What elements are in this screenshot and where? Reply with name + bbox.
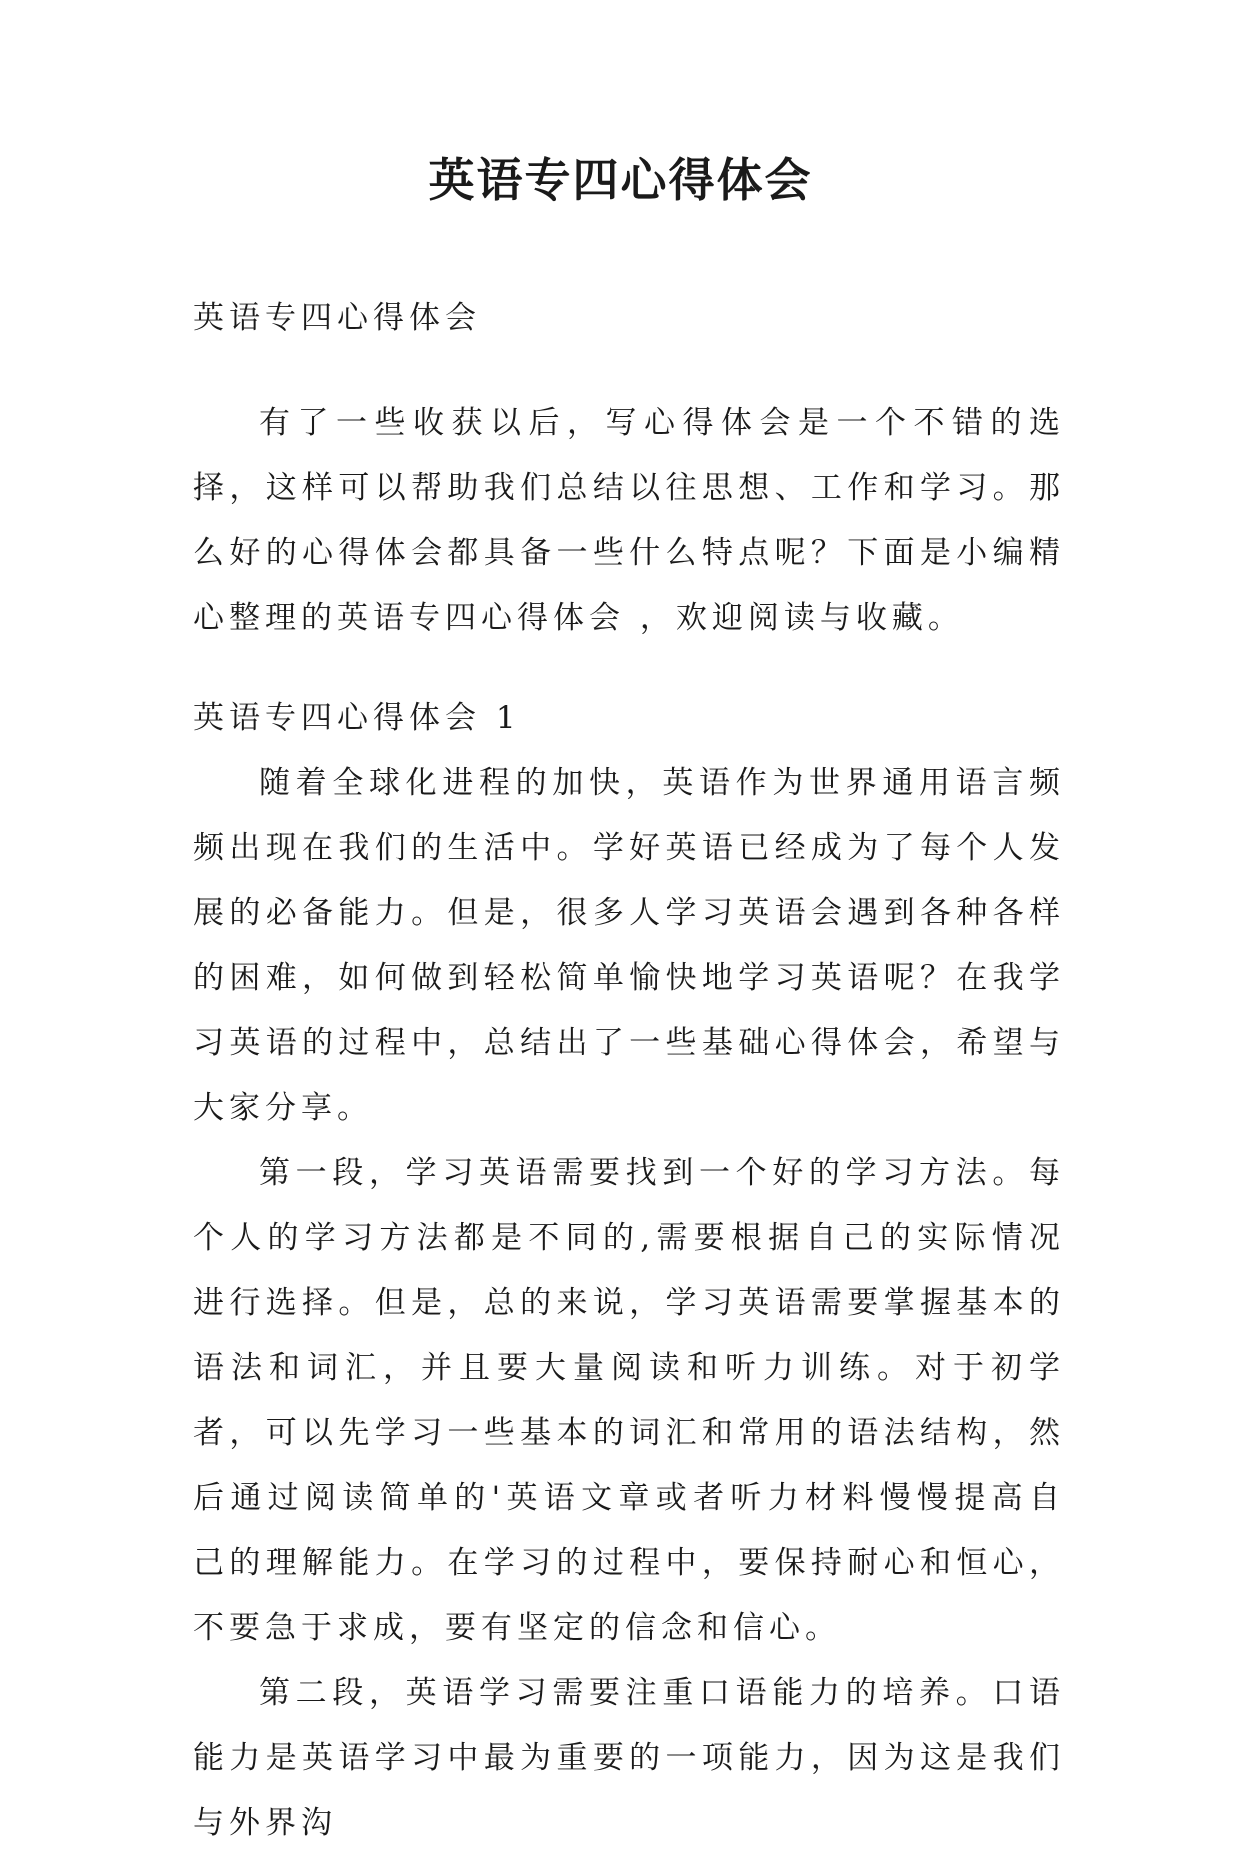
- body-paragraph-3: 第二段，英语学习需要注重口语能力的培养。口语能力是英语学习中最为重要的一项能力，因为这是我们与外界沟: [193, 1675, 1065, 1841]
- document-subtitle: 英语专四心得体会: [193, 300, 481, 336]
- intro-paragraph: 有了一些收获以后，写心得体会是一个不错的选择，这样可以帮助我们总结以往思想、工作和学习。那么好的心得体会都具备一些什么特点呢？下面是小编精心整理的英语专四心得体会 ，欢迎阅读与收藏。: [193, 405, 1065, 636]
- document-body: [193, 286, 1065, 1856]
- body-paragraph-2: 第一段，学习英语需要找到一个好的学习方法。每个人的学习方法都是不同的,需要根据自己的实际情况进行选择。但是，总的来说，学习英语需要掌握基本的语法和词汇，并且要大量阅读和听力训练。对于初学者，可以先学习一些基本的词汇和常用的语法结构，然后通过阅读简单的'英语文章或者听力材料慢慢提高自己的理解能力。在学习的过程中，要保持耐心和恒心，不要急于求成，要有坚定的信念和信心。: [193, 1155, 1065, 1646]
- body-paragraph-1: 随着全球化进程的加快，英语作为世界通用语言频频出现在我们的生活中。学好英语已经成为了每个人发展的必备能力。但是，很多人学习英语会遇到各种各样的困难，如何做到轻松简单愉快地学习英语呢？在我学习英语的过程中，总结出了一些基础心得体会，希望与大家分享。: [193, 765, 1065, 1126]
- section-heading: 英语专四心得体会 1: [193, 700, 521, 736]
- document-title: 英语专四心得体会: [428, 153, 813, 207]
